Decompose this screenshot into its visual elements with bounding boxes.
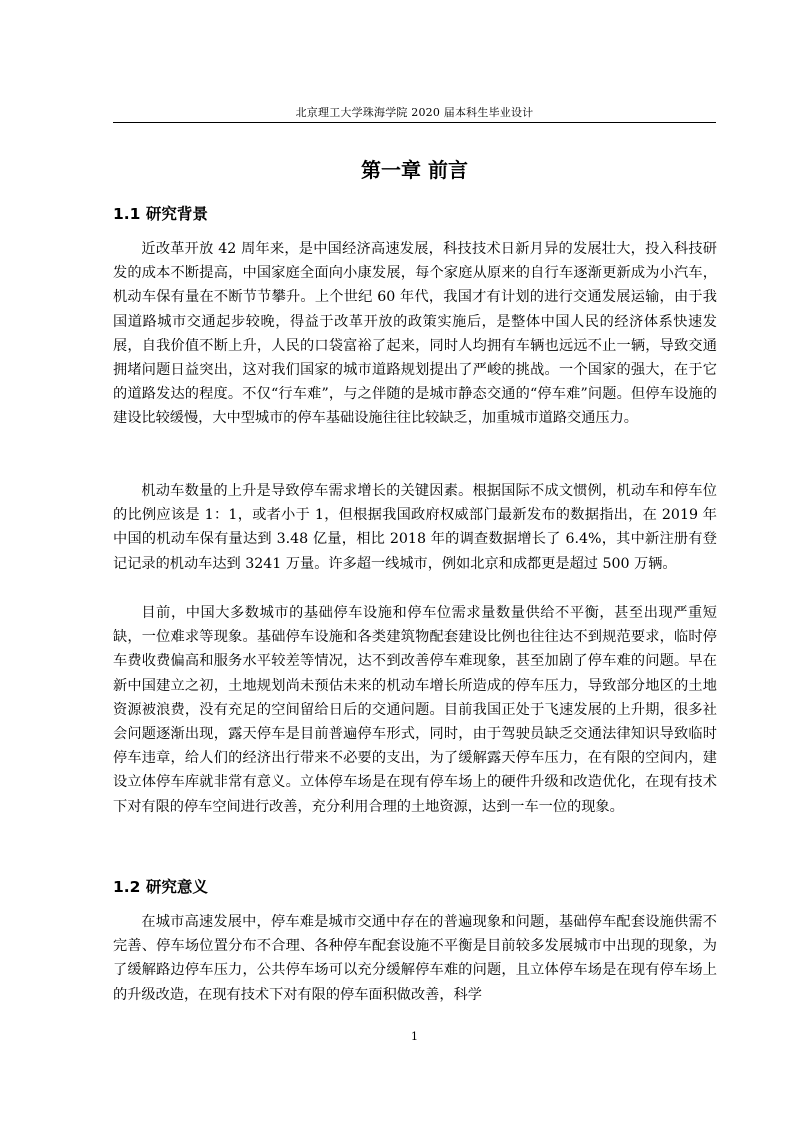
page-number: 1 [411,1030,418,1043]
paragraph-background-3: 目前，中国大多数城市的基础停车设施和停车位需求量数量供给不平衡，甚至出现严重短缺，一位难求等现象。基础停车设施和各类建筑物配套建设比例也往往达不到规范要求，临时停车费收费偏高和服务水平较差等情况，达不到改善停车难现象，甚至加剧了停车难的问题。早在新中国建立之初，土地规划尚未预估未来的机动车增长所造成的停车压力，导致部分地区的土地资源被浪费，没有充足的空间留给日后的交通问题。目前我国正处于飞速发展的上升期，很多社会问题逐渐出现，露天停车是目前普遍停车形式，同时，由于驾驶员缺乏交通法律知识导致临时停车违章，给人们的经济出行带来不必要的支出，为了缓解露天停车压力，在有限的空间内，建设立体停车库就非常有意义。立体停车场是在现有停车场上的硬件升级和改造优化，在现有技术下对有限的停车空间进行改善，充分利用合理的土地资源，达到一车一位的现象。 [113,605,717,815]
paragraph-significance-1: 在城市高速发展中，停车难是城市交通中存在的普遍现象和问题，基础停车配套设施供需不完善、停车场位置分布不合理、各种停车配套设施不平衡是目前较多发展城市中出现的现象，为了缓解路边停车压力，公共停车场可以充分缓解停车难的问题，且立体停车场是在现有停车场上的升级改造，在现有技术下对有限的停车面积做改善，科学 [113,914,717,1003]
page-header: 北京理工大学珠海学院 2020 届本科生毕业设计 [113,104,716,123]
chapter-title: 第一章 前言 [361,158,468,182]
section-title-significance: 1.2 研究意义 [113,878,208,896]
section-title-background: 1.1 研究背景 [113,205,208,223]
paragraph-background-2: 机动车数量的上升是导致停车需求增长的关键因素。根据国际不成文惯例，机动车和停车位的比例应该是 1：1，或者小于 1，但根据我国政府权威部门最新发布的数据指出，在 2019 年中国的机动车保有量达到 3.48 亿量，相比 2018 年的调查数据增长了 6.4%，其中新注册有登记记录的机动车达到 3241 万量。许多超一线城市，例如北京和成都更是超过 500 万辆。 [113,483,717,572]
paragraph-background-1: 近改革开放 42 周年来，是中国经济高速发展，科技技术日新月异的发展壮大，投入科技研发的成本不断提高，中国家庭全面向小康发展，每个家庭从原来的自行车逐渐更新成为小汽车，机动车保有量在不断节节攀升。上个世纪 60 年代，我国才有计划的进行交通发展运输，由于我国道路城市交通起步较晚，得益于改革开放的政策实施后，是整体中国人民的经济体系快速发展，自我价值不断上升，人民的口袋富裕了起来，同时人均拥有车辆也远远不止一辆，导致交通拥堵问题日益突出，这对我们国家的城市道路规划提出了严峻的挑战。一个国家的强大，在于它的道路发达的程度。不仅“行车难”，与之伴随的是城市静态交通的“停车难”问题。但停车设施的建设比较缓慢，大中型城市的停车基础设施往往比较缺乏，加重城市道路交通压力。 [113,241,717,427]
